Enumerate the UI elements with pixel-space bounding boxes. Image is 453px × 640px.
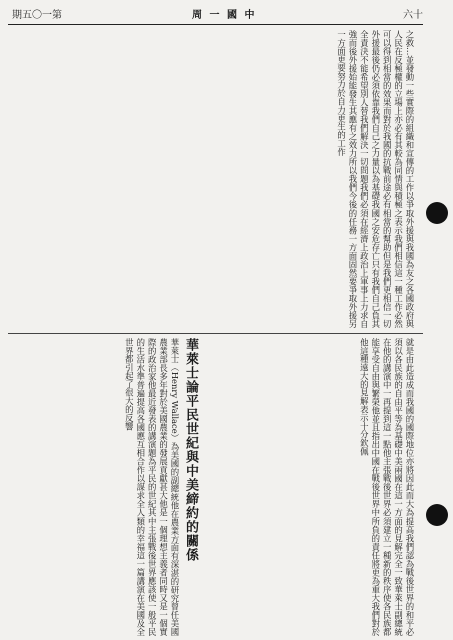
page-number: 六十	[403, 10, 423, 21]
article-bottom-left-text: 華萊士（Henry Wallace）為美國的副總統他在農業方面有深湛的研究曾任美國農業部長多年對於美國農業的發展貢獻甚大他是一個理想主義者同時又是一個實際的政治家他最近發表的講演題為平民的世紀其中主張戰後世界應該使一般平民的生活水準普遍提高各國應互相合作以謀求全人類的幸福這一篇講演在美國及全世界都引起了很大的反響	[124, 338, 180, 636]
issue-number: 期五〇一第	[12, 10, 62, 21]
header-rule	[8, 24, 423, 25]
publication-title: 周 一 國 中	[192, 10, 257, 21]
page-header	[12, 4, 423, 24]
article-bottom-right-text: 就是由此造成而我國的國際地位亦將因此而大為提高我們認為戰後世界的和平必須以各民族的自由平等為基礎中美兩國在這一方面的見解完全一致華萊士副總統在他的講演中一再提到這一點他主張戰後世界必須建立一種新的秩序使各民族都能享受自由與繁榮他並且指出中國在戰後世界中所負的責任將更為重大我們對於他這種遠大的見解表示十分欽佩	[359, 338, 415, 636]
article-headline: 華萊士論平民世紀與中美締約的關係	[183, 338, 198, 562]
binding-hole-icon	[426, 202, 448, 224]
article-top-text: 之救…並發動一些實際的組織和宣傳的工作以爭取外援與我國為友之各國政府與人民在反極權的立場上亦必有其較為同情與積極之表示我們相信這一種工作必然可以得到相當的效果而對於我國的抗戰前途必有相當的幫助但是我們更相信一切外援最後仍必須依靠我們自己之力量以為基礎我國之安危存亡只有我們自己負其全責決不能希望別人替我們解決一切問題我們必須在經濟上政治上軍事上力求自強而後外援始能發生其應有之效力所以我們今後的任務一方面固然要爭取外援另一方面更要努力於自力更生的工作	[336, 30, 415, 328]
binding-hole-icon	[426, 504, 448, 526]
section-divider	[8, 333, 423, 334]
